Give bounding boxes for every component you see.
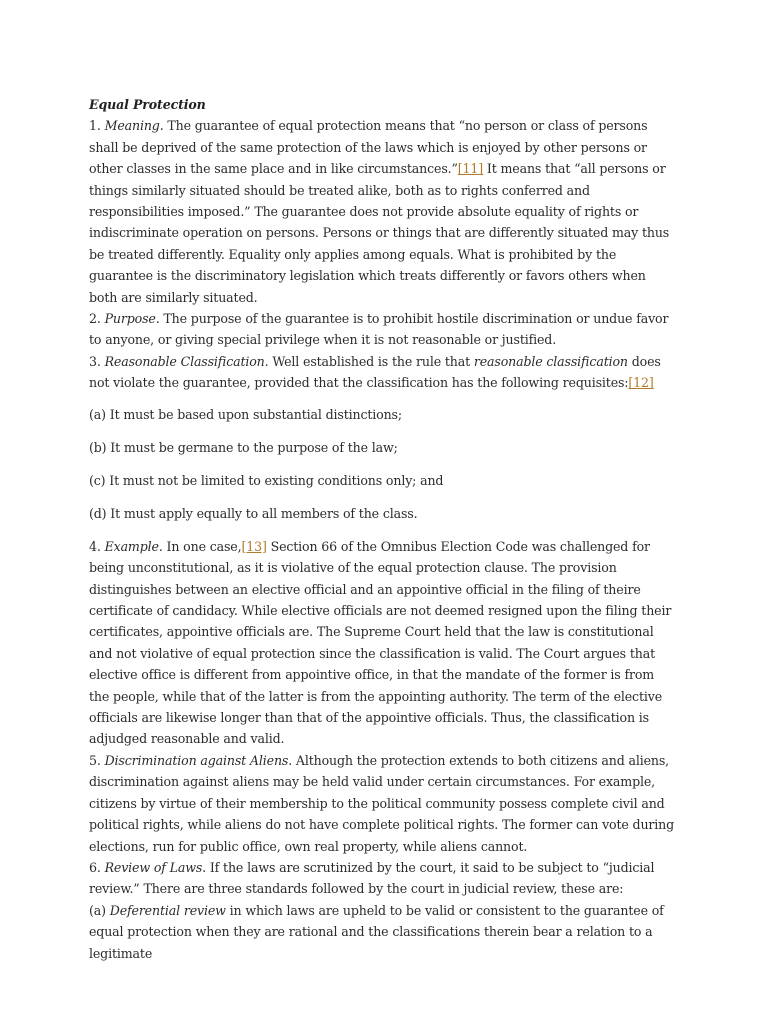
section-label-reasonable: Reasonable Classification — [104, 353, 265, 369]
requisite-item-a: (a) It must be based upon substantial distinctions; — [89, 407, 402, 423]
document-page — [89, 94, 675, 964]
section-text: . In one case, — [158, 538, 242, 554]
section-example — [89, 536, 675, 750]
section-text: . Well established is the rule that — [264, 353, 474, 369]
section-number: 1. — [89, 118, 101, 134]
section-discrimination-aliens — [89, 750, 675, 857]
section-text: It means that “all persons or things similarly situated should be treated alike, both as to rights conferred and responsibilities imposed.” The guarantee does not provide absolute equality of rights or indiscriminate operation on persons. Persons or things that are differently situated may thus be treated differently. Equality only applies among equals. What is prohibited by the guarantee is the discriminatory legislation which treats differently or favors others when both are similarly situated. — [89, 161, 670, 305]
section-meaning — [89, 115, 675, 308]
section-number: 4. — [89, 538, 101, 554]
section-text: does not violate the guarantee, provided that the classification has the following requisites: — [89, 353, 661, 391]
section-label-meaning: Meaning — [104, 118, 160, 134]
standard-label-deferential: Deferential review — [109, 902, 226, 918]
term-reasonable-classification: reasonable classification — [473, 353, 628, 369]
document-title: Equal Protection — [89, 97, 206, 112]
requisite-item-b: (b) It must be germane to the purpose of the law; — [89, 440, 398, 456]
section-number: 3. — [89, 353, 101, 369]
requisite-item-c: (c) It must not be limited to existing conditions only; and — [89, 473, 444, 488]
section-reasonable-classification — [89, 351, 675, 394]
footnote-link-13[interactable]: [13] — [241, 538, 267, 554]
section-label-example: Example — [104, 538, 159, 554]
section-text: . The guarantee of equal protection means that “no person or class of persons shall be deprived of the same protection of the laws which is enjoyed by other persons or other classes in the same place and in like circumstances.” — [89, 118, 648, 177]
section-label-aliens: Discrimination against Aliens — [104, 752, 289, 768]
section-number: 5. — [89, 752, 101, 768]
section-text: . If the laws are scrutinized by the court, it said to be subject to “judicial review.” There are three standards followed by the court in judicial review, these are: — [89, 859, 655, 897]
section-label-review: Review of Laws — [104, 859, 203, 875]
footnote-link-12[interactable]: [12] — [628, 375, 654, 391]
section-review-of-laws — [89, 857, 675, 900]
standard-prefix: (a) — [89, 902, 110, 918]
section-number: 2. — [89, 311, 101, 327]
section-text: Section 66 of the Omnibus Election Code was challenged for being unconstitutional, as it is violative of the equal protection clause. The provision distinguishes between an elective official and an appointive official in the filing of theire certificate of candidacy. While elective officials are not deemed resigned upon the filing their certificates, appointive officials are. The Supreme Court held that the law is constitutional and not violative of equal protection since the classification is valid. The Court argues that elective office is different from appointive office, in that the mandate of the former is from the people, while that of the latter is from the appointing authority. The term of the elective officials are likewise longer than that of the appointive officials. Thus, the classification is adjudged reasonable and valid. — [89, 538, 672, 747]
section-text: . Although the protection extends to both citizens and aliens, discrimination against aliens may be held valid under certain circumstances. For example, citizens by virtue of their membership to the political community possess complete civil and political rights, while aliens do not have complete political rights. The former can vote during elections, run for public office, own real property, while aliens cannot. — [89, 752, 675, 854]
section-number: 6. — [89, 859, 101, 875]
footnote-link-11[interactable]: [11] — [457, 161, 484, 177]
section-purpose — [89, 308, 675, 351]
section-label-purpose: Purpose — [104, 311, 156, 327]
review-standard-deferential — [89, 900, 675, 964]
section-text: . The purpose of the guarantee is to prohibit hostile discrimination or undue favor to anyone, or giving special privilege when it is not reasonable or justified. — [89, 311, 669, 348]
requisite-item-d: (d) It must apply equally to all members of the class. — [89, 505, 418, 521]
standard-text: in which laws are upheld to be valid or consistent to the guarantee of equal protection when they are rational and the classifications therein bear a relation to a legitimate — [89, 902, 664, 961]
